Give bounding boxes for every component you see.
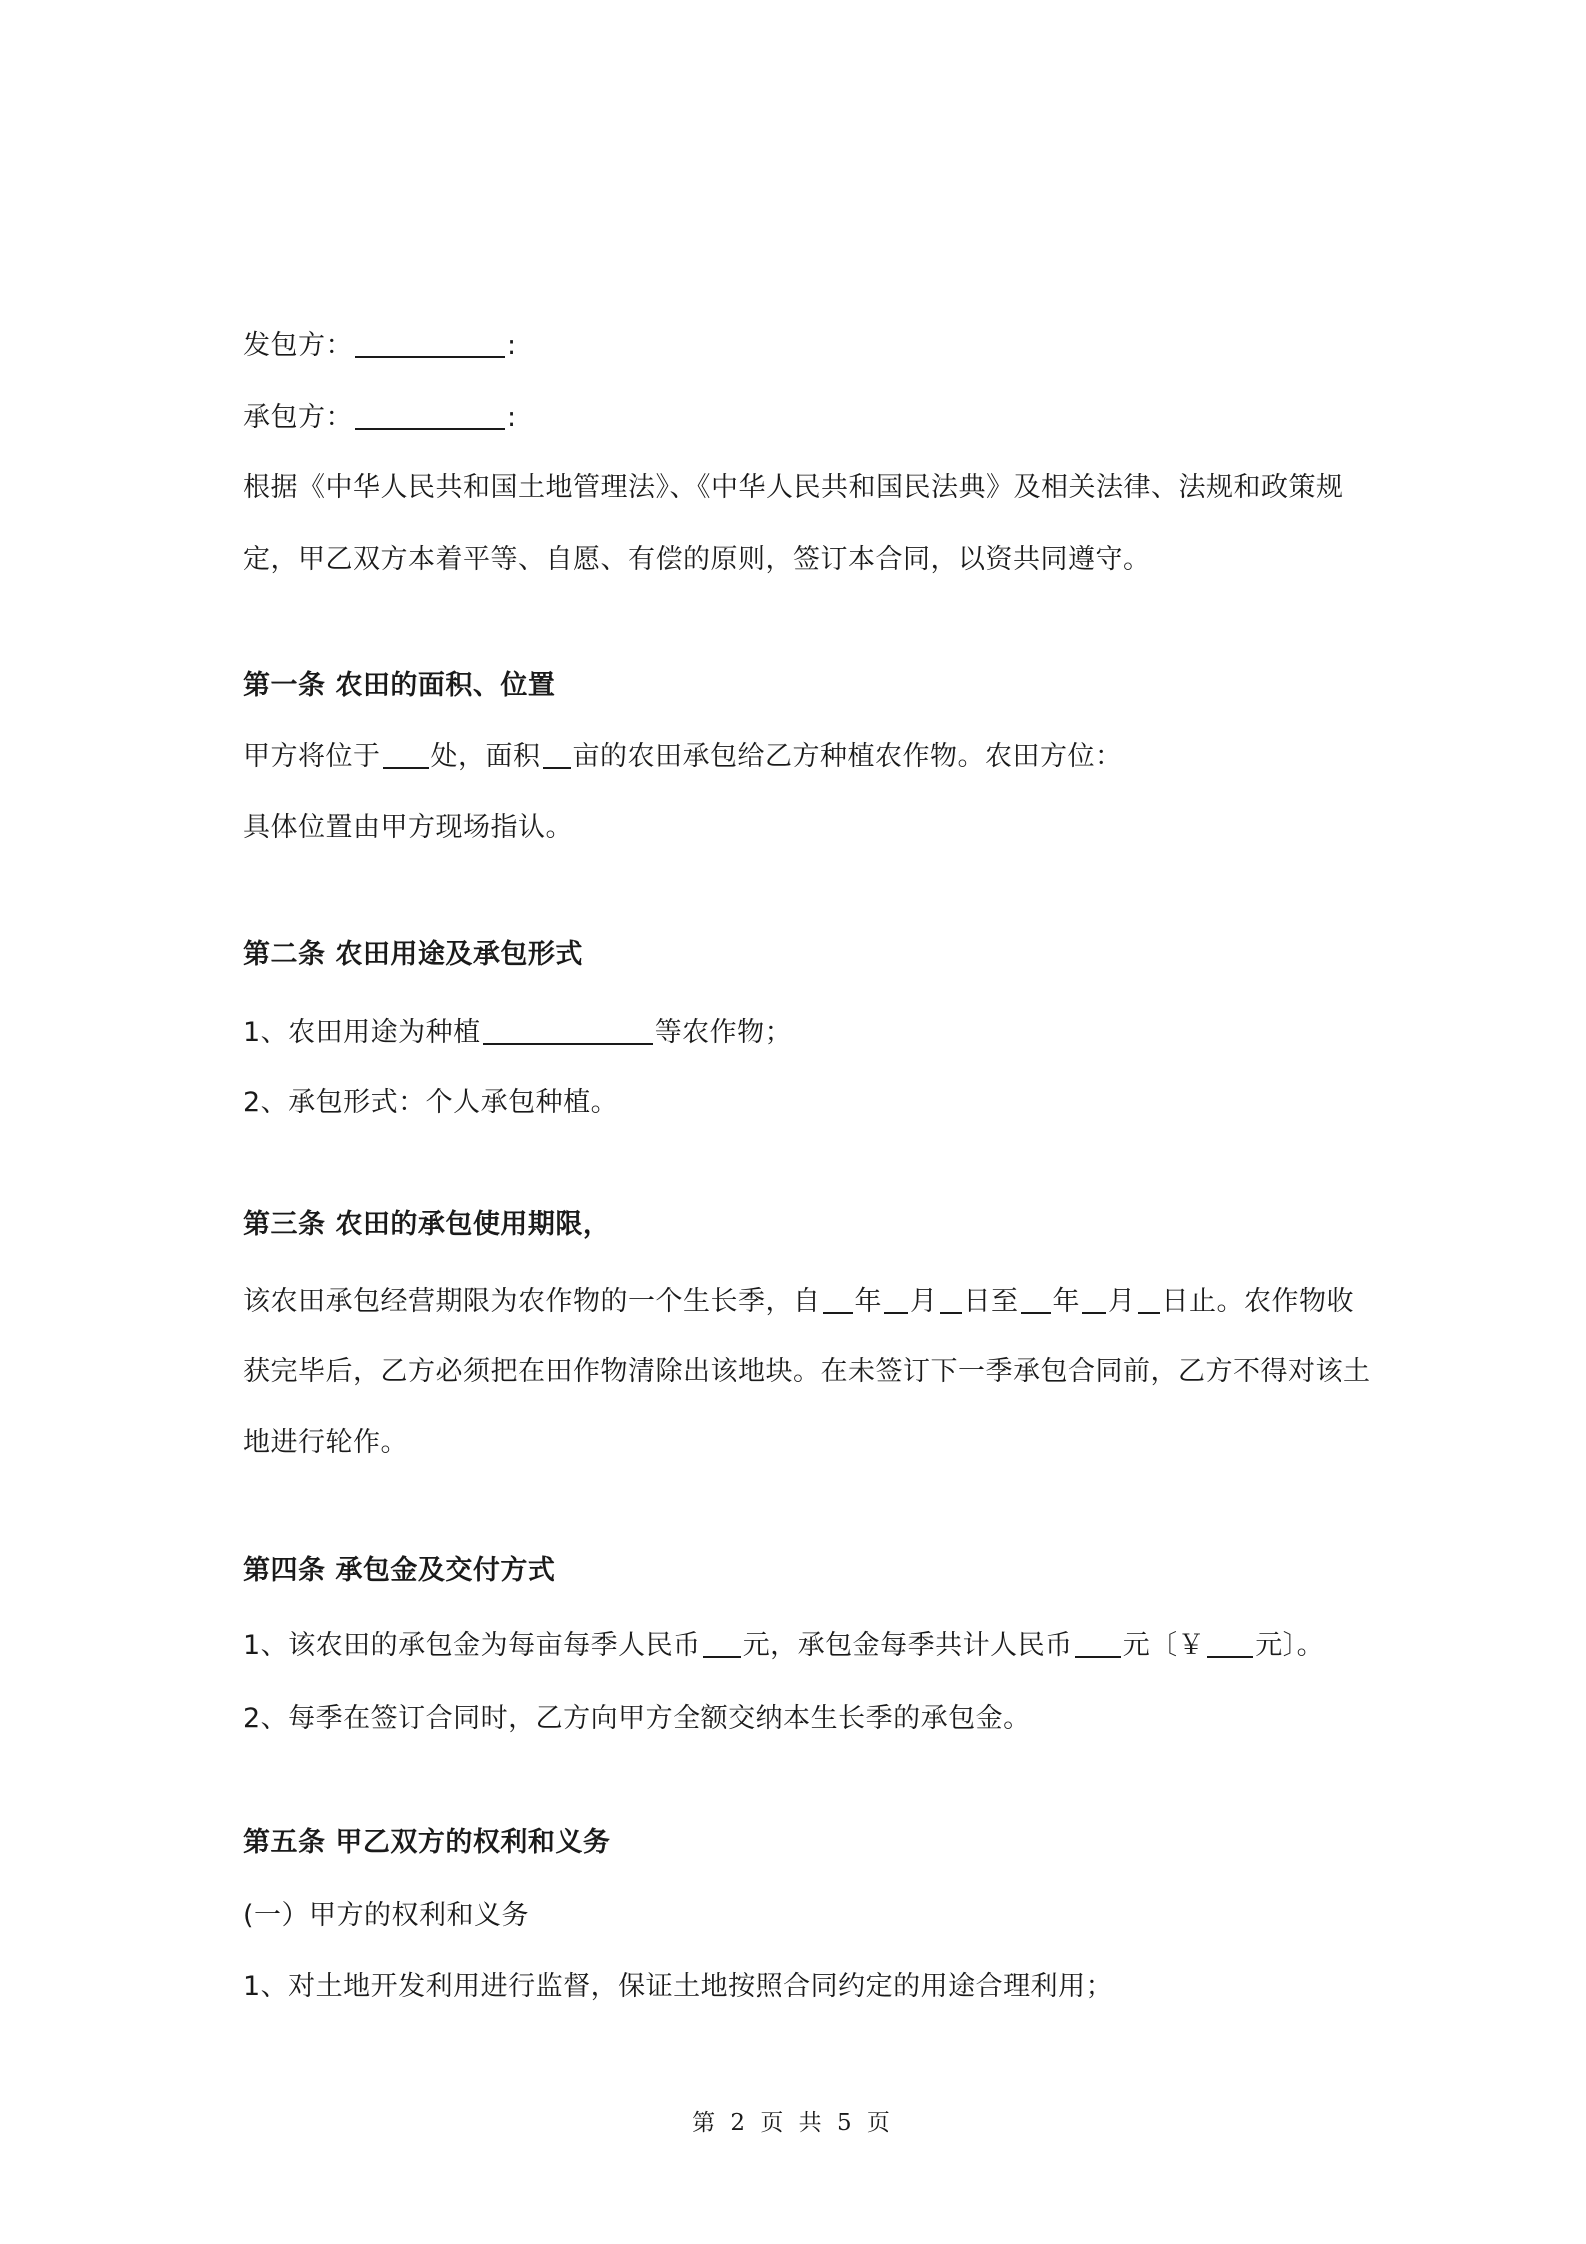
article2-title: 第二条 农田用途及承包形式 bbox=[243, 939, 583, 970]
article2-item1-text-b: 等农作物； bbox=[654, 1017, 793, 1048]
article2-item1-text-a: 1、农田用途为种植 bbox=[243, 1017, 481, 1048]
article4-item-2: 2、每季在签订合同时，乙方向甲方全额交纳本生长季的承包金。 bbox=[243, 1703, 1031, 1734]
start-month-blank bbox=[884, 1286, 908, 1314]
day-end-label: 日止。农作物收 bbox=[1161, 1286, 1354, 1317]
contractor-label: 承包方： bbox=[243, 402, 353, 433]
issuer-line bbox=[243, 328, 517, 364]
article4-item-1 bbox=[243, 1628, 1324, 1664]
location-blank bbox=[383, 741, 429, 769]
start-year-blank bbox=[823, 1286, 853, 1314]
article1-text-b: 处，面积 bbox=[430, 741, 541, 772]
crop-blank bbox=[483, 1017, 653, 1045]
article3-line-3: 地进行轮作。 bbox=[243, 1427, 408, 1458]
article1-text-a: 甲方将位于 bbox=[243, 741, 381, 772]
article4-item1-text-c: 元〔￥ bbox=[1122, 1630, 1206, 1661]
day-to-label: 日至 bbox=[963, 1286, 1019, 1317]
total-price-blank bbox=[1075, 1630, 1121, 1658]
preamble-line-1: 根据《中华人民共和国土地管理法》、《中华人民共和国民法典》及相关法律、法规和政策规 bbox=[243, 472, 1344, 503]
article5-title: 第五条 甲乙双方的权利和义务 bbox=[243, 1827, 611, 1858]
article3-line-2: 获完毕后，乙方必须把在田作物清除出该地块。在未签订下一季承包合同前，乙方不得对该土 bbox=[243, 1356, 1371, 1387]
article1-title: 第一条 农田的面积、位置 bbox=[243, 670, 556, 701]
contractor-colon: : bbox=[507, 402, 517, 433]
issuer-label: 发包方： bbox=[243, 330, 353, 361]
article2-item-1 bbox=[243, 1015, 792, 1051]
end-year-blank bbox=[1021, 1286, 1051, 1314]
contractor-line bbox=[243, 400, 517, 436]
article4-item1-text-a: 1、该农田的承包金为每亩每季人民币 bbox=[243, 1630, 701, 1661]
article1-text-c: 亩的农田承包给乙方种植农作物。农田方位： bbox=[572, 741, 1123, 772]
article1-para-2: 具体位置由甲方现场指认。 bbox=[243, 812, 573, 843]
article5-subsection-1: (一）甲方的权利和义务 bbox=[243, 1900, 530, 1931]
article4-item1-text-d: 元〕。 bbox=[1255, 1630, 1325, 1661]
article4-item1-text-b: 元，承包金每季共计人民币 bbox=[742, 1630, 1073, 1661]
month-label-1: 月 bbox=[910, 1286, 938, 1317]
page-number: 第 2 页 共 5 页 bbox=[692, 2110, 894, 2136]
article5-item-1: 1、对土地开发利用进行监督，保证土地按照合同约定的用途合理利用； bbox=[243, 1971, 1114, 2002]
article3-text-a: 该农田承包经营期限为农作物的一个生长季，自 bbox=[243, 1286, 821, 1317]
start-day-blank bbox=[940, 1286, 962, 1314]
end-day-blank bbox=[1138, 1286, 1160, 1314]
price-per-mu-blank bbox=[703, 1630, 741, 1658]
contractor-blank bbox=[355, 402, 505, 430]
article3-line-1 bbox=[243, 1284, 1354, 1320]
article2-item-2: 2、承包形式：个人承包种植。 bbox=[243, 1087, 619, 1118]
year-label-2: 年 bbox=[1052, 1286, 1080, 1317]
preamble-line-2: 定，甲乙双方本着平等、自愿、有偿的原则，签订本合同，以资共同遵守。 bbox=[243, 544, 1151, 575]
article3-title: 第三条 农田的承包使用期限， bbox=[243, 1209, 611, 1240]
area-blank bbox=[543, 741, 571, 769]
article4-title: 第四条 承包金及交付方式 bbox=[243, 1555, 556, 1586]
end-month-blank bbox=[1082, 1286, 1106, 1314]
issuer-colon: : bbox=[507, 330, 517, 361]
month-label-2: 月 bbox=[1108, 1286, 1136, 1317]
year-label-1: 年 bbox=[854, 1286, 882, 1317]
total-price-numeric-blank bbox=[1207, 1630, 1253, 1658]
issuer-blank bbox=[355, 330, 505, 358]
article1-para-1 bbox=[243, 739, 1123, 775]
